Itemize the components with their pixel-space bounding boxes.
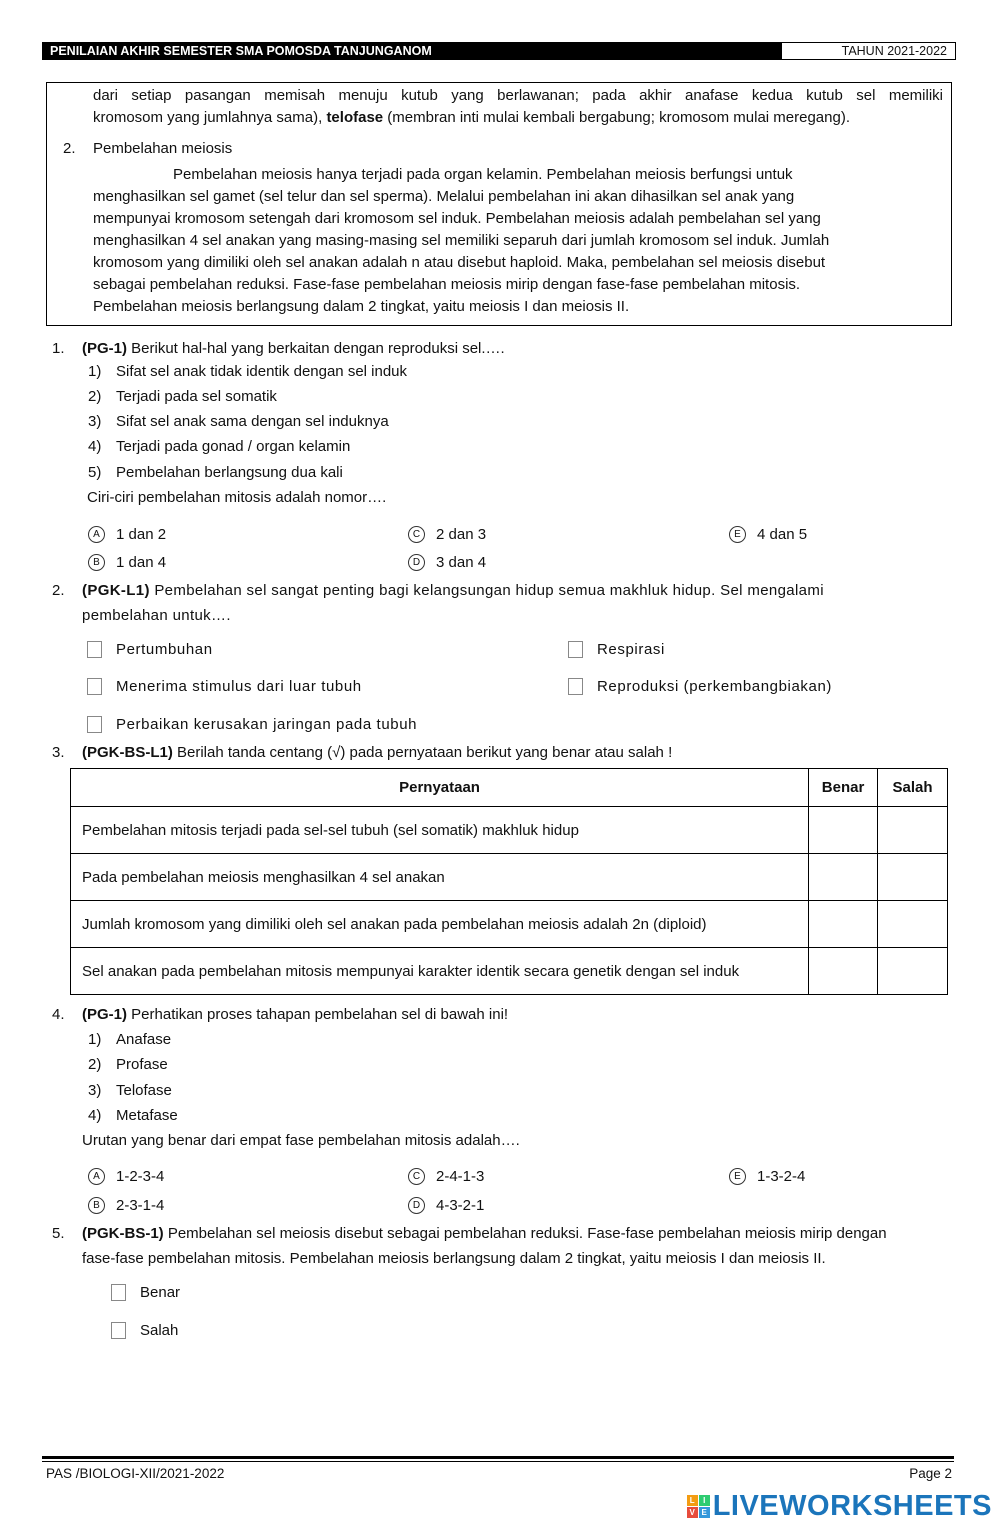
list-item: Metafase: [116, 1107, 178, 1124]
passage-line: kromosom yang dimiliki oleh sel anakan adalah n atau disebut haploid. Maka, pembelahan sel meiosis disebut: [93, 254, 826, 271]
question-number: 5.: [52, 1225, 65, 1242]
option-letter-circle: C: [408, 526, 425, 543]
passage-line: menghasilkan 4 sel anakan yang masing-masing sel memiliki separuh dari jumlah kromosom sel induk. Jumlah: [93, 232, 830, 249]
list-item-number: 2): [88, 388, 102, 405]
option-text: 2-4-1-3: [436, 1168, 485, 1185]
question-text: (PGK-BS-L1) Berilah tanda centang (√) pada pernyataan berikut yang benar atau salah !: [82, 744, 673, 761]
option-text: 1-3-2-4: [757, 1168, 806, 1185]
column-header-false: Salah: [878, 769, 948, 807]
checkbox[interactable]: [111, 1322, 126, 1339]
checkbox-option[interactable]: [87, 678, 362, 695]
option-text: Perbaikan kerusakan jaringan pada tubuh: [116, 716, 418, 733]
checkbox[interactable]: [111, 1284, 126, 1301]
table-row: [71, 901, 948, 948]
table-row: [71, 807, 948, 854]
option-text: 4-3-2-1: [436, 1197, 485, 1214]
option-letter-circle: E: [729, 526, 746, 543]
checkbox-option[interactable]: [568, 641, 665, 658]
reading-passage-box: [46, 82, 952, 326]
statement-cell: Pembelahan mitosis terjadi pada sel-sel tubuh (sel somatik) makhluk hidup: [71, 807, 809, 854]
question-number: 3.: [52, 744, 65, 761]
list-item: Sifat sel anak tidak identik dengan sel induk: [116, 363, 408, 380]
option-c[interactable]: [408, 1168, 484, 1185]
footer-code: PAS /BIOLOGI-XII/2021-2022: [46, 1466, 225, 1481]
passage-item-number: 2.: [63, 140, 76, 157]
option-text: Respirasi: [597, 641, 665, 658]
option-text: 2-3-1-4: [116, 1197, 165, 1214]
answer-cell-false[interactable]: [878, 854, 948, 901]
list-item-number: 2): [88, 1056, 102, 1073]
table-row: [71, 948, 948, 995]
checkbox-option[interactable]: [87, 716, 417, 733]
list-item: Sifat sel anak sama dengan sel induknya: [116, 413, 389, 430]
liveworksheets-logo[interactable]: [687, 1490, 992, 1523]
option-b[interactable]: [88, 1197, 164, 1214]
checkbox-option-false[interactable]: [111, 1322, 178, 1339]
column-header-true: Benar: [809, 769, 878, 807]
page-header: [42, 42, 956, 60]
option-text: Pertumbuhan: [116, 641, 213, 658]
statement-table: [70, 768, 948, 995]
question-number: 2.: [52, 582, 65, 599]
answer-cell-true[interactable]: [809, 901, 878, 948]
option-a[interactable]: [88, 1168, 164, 1185]
list-item-number: 5): [88, 464, 102, 481]
checkbox[interactable]: [87, 716, 102, 733]
list-item: Terjadi pada sel somatik: [116, 388, 277, 405]
option-b[interactable]: [88, 554, 166, 571]
option-letter-circle: B: [88, 554, 105, 571]
logo-letter: V: [687, 1507, 698, 1518]
statement-cell: Sel anakan pada pembelahan mitosis mempunyai karakter identik secara genetik dengan sel induk: [71, 948, 809, 995]
question-text: (PG-1) Berikut hal-hal yang berkaitan dengan reproduksi sel.….: [82, 340, 505, 357]
footer-divider: [42, 1461, 954, 1462]
answer-cell-false[interactable]: [878, 901, 948, 948]
option-letter-circle: D: [408, 1197, 425, 1214]
passage-line: mempunyai kromosom setengah dari kromosom sel induk. Pembelahan meiosis adalah pembelahan sel yang: [93, 210, 821, 227]
option-text: 3 dan 4: [436, 554, 487, 571]
checkbox[interactable]: [87, 641, 102, 658]
answer-cell-true[interactable]: [809, 948, 878, 995]
checkbox-option-true[interactable]: [111, 1284, 180, 1301]
logo-letter: E: [699, 1507, 710, 1518]
list-item: Profase: [116, 1056, 168, 1073]
logo-letter: L: [687, 1495, 698, 1506]
option-text: 4 dan 5: [757, 526, 808, 543]
passage-line: kromosom yang jumlahnya sama), telofase (membran inti mulai kembali bergabung; kromosom mulai meregang).: [93, 109, 851, 126]
statement-cell: Pada pembelahan meiosis menghasilkan 4 sel anakan: [71, 854, 809, 901]
list-item: Pembelahan berlangsung dua kali: [116, 464, 343, 481]
option-text: 2 dan 3: [436, 526, 487, 543]
header-title: PENILAIAN AKHIR SEMESTER SMA POMOSDA TANJUNGANOM: [42, 42, 781, 60]
option-letter-circle: C: [408, 1168, 425, 1185]
option-text: Salah: [140, 1322, 179, 1339]
question-text: (PGK-BS-1) Pembelahan sel meiosis disebut sebagai pembelahan reduksi. Fase-fase pembelahan meiosis mirip dengan: [82, 1225, 887, 1242]
option-text: Reproduksi (perkembangbiakan): [597, 678, 833, 695]
answer-cell-true[interactable]: [809, 854, 878, 901]
checkbox-option[interactable]: [87, 641, 213, 658]
question-text-cont: pembelahan untuk….: [82, 607, 231, 624]
list-item-number: 3): [88, 1082, 102, 1099]
question-text: (PG-1) Perhatikan proses tahapan pembelahan sel di bawah ini!: [82, 1006, 509, 1023]
passage-line: dari setiap pasangan memisah menuju kutub yang berlawanan; pada akhir anafase kedua kutub sel memiliki: [93, 87, 943, 104]
checkbox[interactable]: [568, 641, 583, 658]
option-a[interactable]: [88, 526, 166, 543]
list-item: Anafase: [116, 1031, 172, 1048]
option-text: Menerima stimulus dari luar tubuh: [116, 678, 362, 695]
passage-line: sebagai pembelahan reduksi. Fase-fase pembelahan meiosis mirip dengan fase-fase pembelahan mitosis.: [93, 276, 801, 293]
column-header-statement: Pernyataan: [71, 769, 809, 807]
option-text: 1 dan 4: [116, 554, 167, 571]
statement-cell: Jumlah kromosom yang dimiliki oleh sel anakan pada pembelahan meiosis adalah 2n (diploid): [71, 901, 809, 948]
option-d[interactable]: [408, 1197, 484, 1214]
question-text: (PGK-L1) Pembelahan sel sangat penting bagi kelangsungan hidup semua makhluk hidup. Sel mengalami: [82, 582, 824, 599]
question-prompt: Urutan yang benar dari empat fase pembelahan mitosis adalah….: [82, 1132, 520, 1149]
question-prompt: Ciri-ciri pembelahan mitosis adalah nomor….: [87, 489, 387, 506]
logo-letter: I: [699, 1495, 710, 1506]
checkbox[interactable]: [87, 678, 102, 695]
option-letter-circle: A: [88, 1168, 105, 1185]
question-number: 1.: [52, 340, 65, 357]
option-text: Benar: [140, 1284, 181, 1301]
checkbox-option[interactable]: [568, 678, 832, 695]
option-text: 1-2-3-4: [116, 1168, 165, 1185]
option-letter-circle: D: [408, 554, 425, 571]
question-number: 4.: [52, 1006, 65, 1023]
page-number: Page 2: [909, 1466, 952, 1481]
passage-line: Pembelahan meiosis berlangsung dalam 2 tingkat, yaitu meiosis I dan meiosis II.: [93, 298, 630, 315]
list-item-number: 3): [88, 413, 102, 430]
liveworksheets-icon: [687, 1495, 710, 1518]
list-item-number: 4): [88, 1107, 102, 1124]
option-letter-circle: E: [729, 1168, 746, 1185]
brand-text: LIVEWORKSHEETS: [712, 1490, 992, 1522]
option-letter-circle: B: [88, 1197, 105, 1214]
option-d[interactable]: [408, 554, 486, 571]
passage-line: menghasilkan sel gamet (sel telur dan sel sperma). Melalui pembelahan ini akan dihasilkan sel anak yang: [93, 188, 795, 205]
option-e[interactable]: [729, 526, 807, 543]
list-item-number: 4): [88, 438, 102, 455]
option-letter-circle: A: [88, 526, 105, 543]
question-text-cont: fase-fase pembelahan mitosis. Pembelahan meiosis berlangsung dalam 2 tingkat, yaitu meiosis I dan meiosis II.: [82, 1250, 826, 1267]
checkbox[interactable]: [568, 678, 583, 695]
answer-cell-false[interactable]: [878, 807, 948, 854]
header-year: TAHUN 2021-2022: [781, 42, 956, 60]
option-e[interactable]: [729, 1168, 805, 1185]
option-c[interactable]: [408, 526, 486, 543]
answer-cell-false[interactable]: [878, 948, 948, 995]
list-item-number: 1): [88, 363, 102, 380]
table-row: [71, 854, 948, 901]
list-item: Terjadi pada gonad / organ kelamin: [116, 438, 351, 455]
list-item: Telofase: [116, 1082, 172, 1099]
answer-cell-true[interactable]: [809, 807, 878, 854]
option-text: 1 dan 2: [116, 526, 167, 543]
footer-divider: [42, 1456, 954, 1459]
list-item-number: 1): [88, 1031, 102, 1048]
passage-line: Pembelahan meiosis hanya terjadi pada organ kelamin. Pembelahan meiosis berfungsi untuk: [173, 166, 793, 183]
passage-item-title: Pembelahan meiosis: [93, 140, 233, 157]
